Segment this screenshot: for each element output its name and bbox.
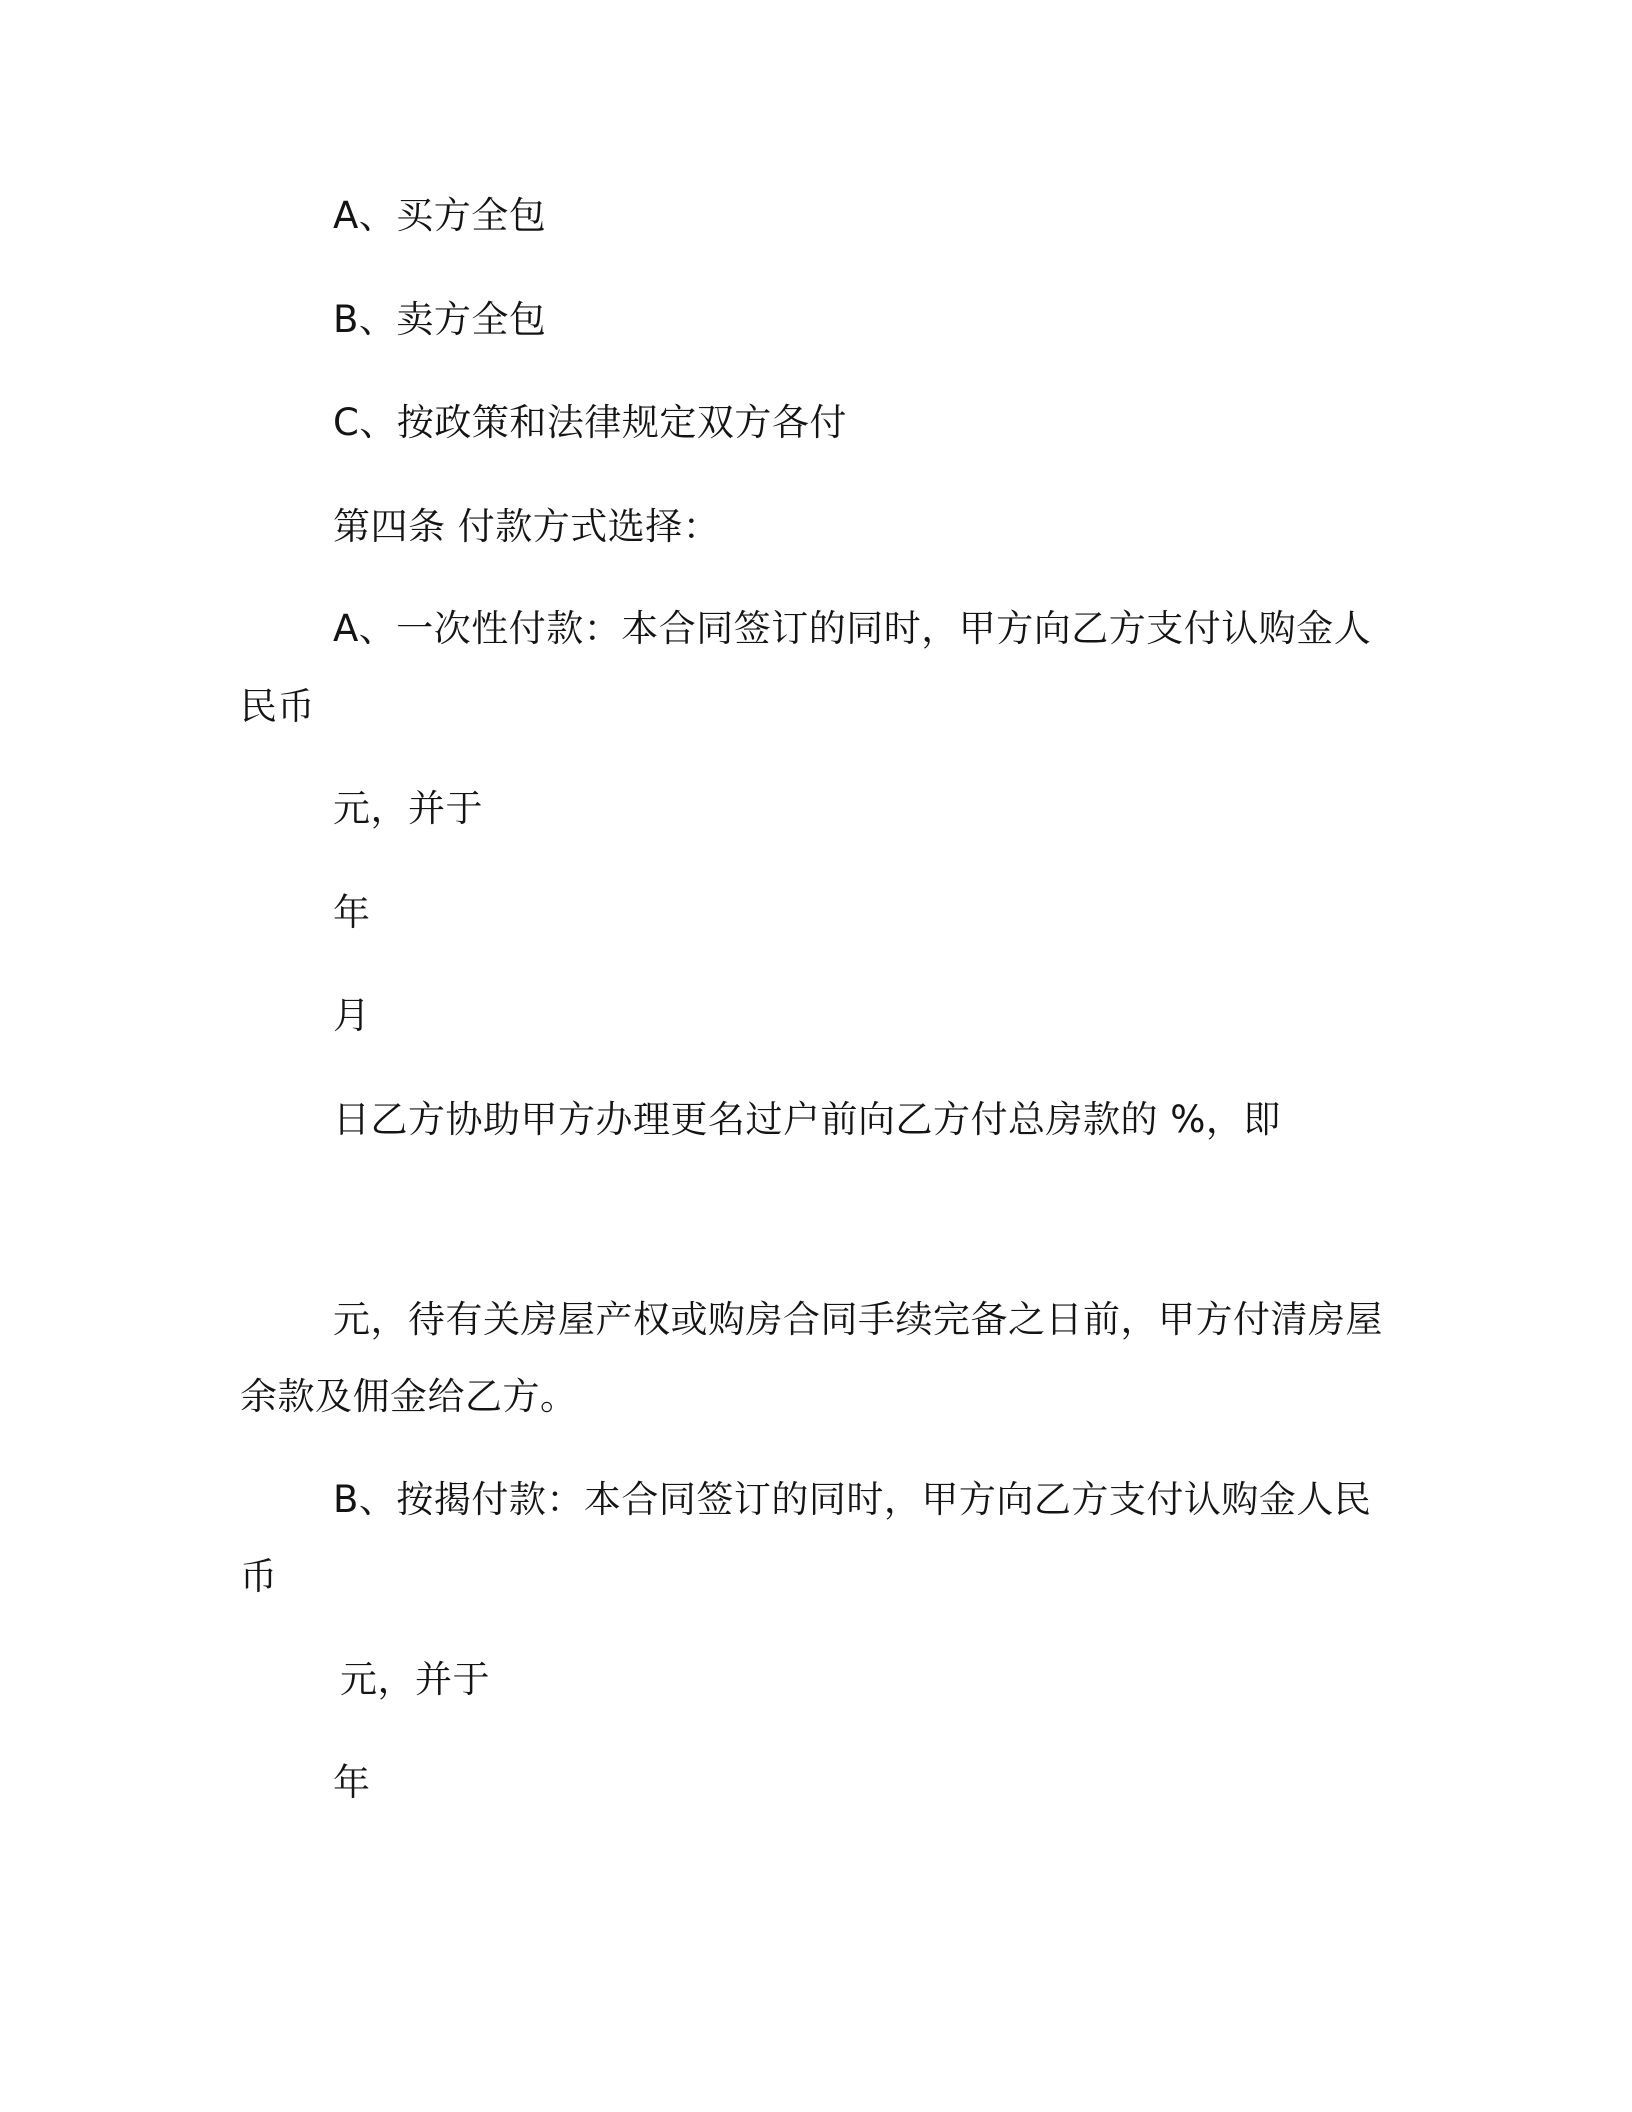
- payment-a-line-2: 民币: [240, 685, 315, 728]
- payment-a-year: 年: [333, 891, 371, 934]
- payment-a-balance-line-2: 余款及佣金给乙方。: [240, 1375, 578, 1418]
- fee-option-a: A、买方全包: [333, 194, 547, 237]
- payment-b-line-1: B、按揭付款：本合同签订的同时，甲方向乙方支付认购金人民: [333, 1478, 1372, 1521]
- payment-b-line-2: 币: [240, 1555, 278, 1598]
- fee-option-b: B、卖方全包: [333, 298, 547, 341]
- payment-a-amount-unit: 元，并于: [333, 787, 483, 830]
- payment-a-day-text: 日乙方协助甲方办理更名过户前向乙方付总房款的 %，即: [333, 1098, 1281, 1141]
- payment-a-line-1: A、一次性付款：本合同签订的同时，甲方向乙方支付认购金人: [333, 607, 1372, 650]
- fee-option-c: C、按政策和法律规定双方各付: [333, 401, 847, 444]
- clause4-heading: 第四条 付款方式选择：: [333, 505, 721, 548]
- payment-b-amount-unit: 元，并于: [340, 1658, 490, 1701]
- payment-a-month: 月: [333, 994, 371, 1037]
- payment-a-balance-line-1: 元，待有关房屋产权或购房合同手续完备之日前，甲方付清房屋: [333, 1298, 1383, 1341]
- payment-b-year: 年: [333, 1761, 371, 1804]
